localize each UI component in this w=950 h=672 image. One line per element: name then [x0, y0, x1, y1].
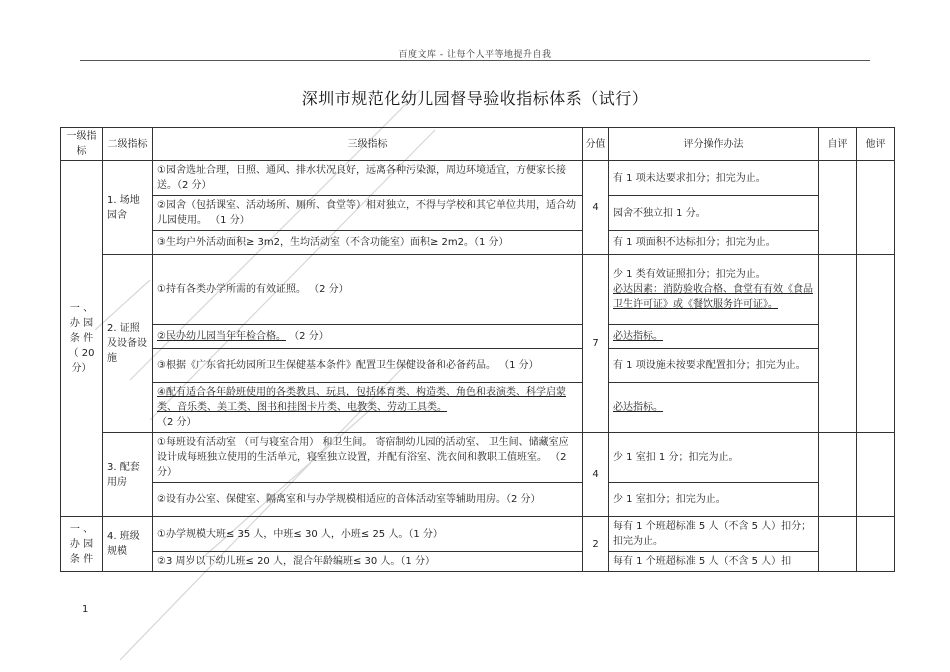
col-self-eval: 自评	[819, 128, 857, 161]
method-cell: 每有 1 个班超标准 5 人（不含 5 人）扣分；扣完为止。	[609, 517, 819, 552]
table-row	[61, 517, 895, 552]
other-eval-cell[interactable]	[857, 161, 895, 255]
score-cell: 4	[583, 161, 609, 255]
level2-cell: 4. 班级规模	[103, 517, 153, 572]
method-cell: 少 1 室扣分；扣完为止。	[609, 483, 819, 517]
indicator-cell	[153, 383, 583, 433]
indicator-cell: ③生均户外活动面积≥ 3m2，生均活动室（不含功能室）面积≥ 2m2。（1 分）	[153, 231, 583, 255]
method-cell	[609, 325, 819, 349]
table-row	[61, 231, 895, 255]
self-eval-cell[interactable]	[819, 255, 857, 433]
level2-cell: 3. 配套用房	[103, 433, 153, 517]
level1-cell: 一 、 办 园 条 件	[61, 517, 103, 572]
self-eval-cell[interactable]	[819, 517, 857, 572]
table-row	[61, 383, 895, 433]
table-row	[61, 433, 895, 483]
method-text: 少 1 类有效证照扣分；扣完为止。	[613, 269, 766, 280]
indicator-cell: ②设有办公室、保健室、隔离室和与办学规模相适应的音体活动室等辅助用房。（2 分）	[153, 483, 583, 517]
col-level1: 一级指标	[61, 128, 103, 161]
method-required-text: 必达因素：消防验收合格、食堂有有效《食品卫生许可证》或《餐饮服务许可证》。	[613, 284, 813, 310]
level2-cell: 2. 证照及设备设施	[103, 255, 153, 433]
indicator-score: （2 分）	[157, 417, 197, 428]
score-cell: 2	[583, 517, 609, 572]
method-text: 必达指标。	[613, 331, 663, 342]
header-rule	[80, 60, 870, 61]
table-row	[61, 325, 895, 349]
indicator-text: ②民办幼儿园当年年检合格。	[157, 331, 286, 342]
page-number: 1	[82, 604, 89, 615]
col-level3: 三级指标	[153, 128, 583, 161]
method-cell: 少 1 室扣 1 分；扣完为止。	[609, 433, 819, 483]
table-row	[61, 349, 895, 383]
indicator-cell: ①持有各类办学所需的有效证照。 （2 分）	[153, 255, 583, 325]
indicator-cell: ②园舍（包括课室、活动场所、厕所、食堂等）相对独立，不得与学校和其它单位共用，适合幼儿园使用。 （1 分）	[153, 196, 583, 231]
col-level2: 二级指标	[103, 128, 153, 161]
other-eval-cell[interactable]	[857, 517, 895, 572]
score-cell: 4	[583, 433, 609, 517]
table-row	[61, 483, 895, 517]
method-cell	[609, 383, 819, 433]
indicator-score: （2 分）	[289, 331, 329, 342]
score-cell: 7	[583, 255, 609, 433]
table-row	[61, 552, 895, 572]
indicator-cell: ①每班设有活动室 （可与寝室合用） 和卫生间。 寄宿制幼儿园的活动室、 卫生间、储藏室应设计成每班独立使用的生活单元，寝室独立设置，并配有浴室、洗衣间和教职工值班室。 （2 分）	[153, 433, 583, 483]
page-header: 百度文库 - 让每个人平等地提升自我	[398, 50, 552, 60]
indicator-cell	[153, 325, 583, 349]
indicator-table	[60, 127, 895, 572]
table-row	[61, 161, 895, 196]
col-method: 评分操作办法	[609, 128, 819, 161]
col-other-eval: 他评	[857, 128, 895, 161]
method-cell	[609, 255, 819, 325]
self-eval-cell[interactable]	[819, 161, 857, 255]
method-cell: 有 1 项设施未按要求配置扣分；扣完为止。	[609, 349, 819, 383]
table-row	[61, 196, 895, 231]
document-title: 深圳市规范化幼儿园督导验收指标体系（试行）	[301, 89, 649, 108]
method-cell: 园舍不独立扣 1 分。	[609, 196, 819, 231]
indicator-cell: ③根据《广东省托幼园所卫生保健基本条件》配置卫生保健设备和必备药品。 （1 分）	[153, 349, 583, 383]
table-header-row	[61, 128, 895, 161]
method-cell: 有 1 项面积不达标扣分；扣完为止。	[609, 231, 819, 255]
indicator-cell: ①办学规模大班≤ 35 人，中班≤ 30 人，小班≤ 25 人。（1 分）	[153, 517, 583, 552]
method-text: 必达指标。	[613, 402, 663, 413]
indicator-text: ④配有适合各年龄班使用的各类教具、玩具，包括体育类、构造类、角色和表演类、科学启蒙类、音乐类、美工类、图书和挂图卡片类、电教类、劳动工具类。	[157, 387, 566, 413]
method-cell: 有 1 项未达要求扣分；扣完为止。	[609, 161, 819, 196]
indicator-cell: ①园舍选址合理，日照、通风、排水状况良好，远离各种污染源，周边环境适宜，方便家长接送。（2 分）	[153, 161, 583, 196]
table-row	[61, 255, 895, 325]
other-eval-cell[interactable]	[857, 433, 895, 517]
col-score: 分值	[583, 128, 609, 161]
self-eval-cell[interactable]	[819, 433, 857, 517]
indicator-cell: ②3 周岁以下幼儿班≤ 20 人，混合年龄编班≤ 30 人。（1 分）	[153, 552, 583, 572]
other-eval-cell[interactable]	[857, 255, 895, 433]
method-cell: 每有 1 个班超标准 5 人（不含 5 人）扣	[609, 552, 819, 572]
level1-cell: 一 、 办 园 条 件 （ 20 分）	[61, 161, 103, 517]
level2-cell: 1. 场地园舍	[103, 161, 153, 255]
